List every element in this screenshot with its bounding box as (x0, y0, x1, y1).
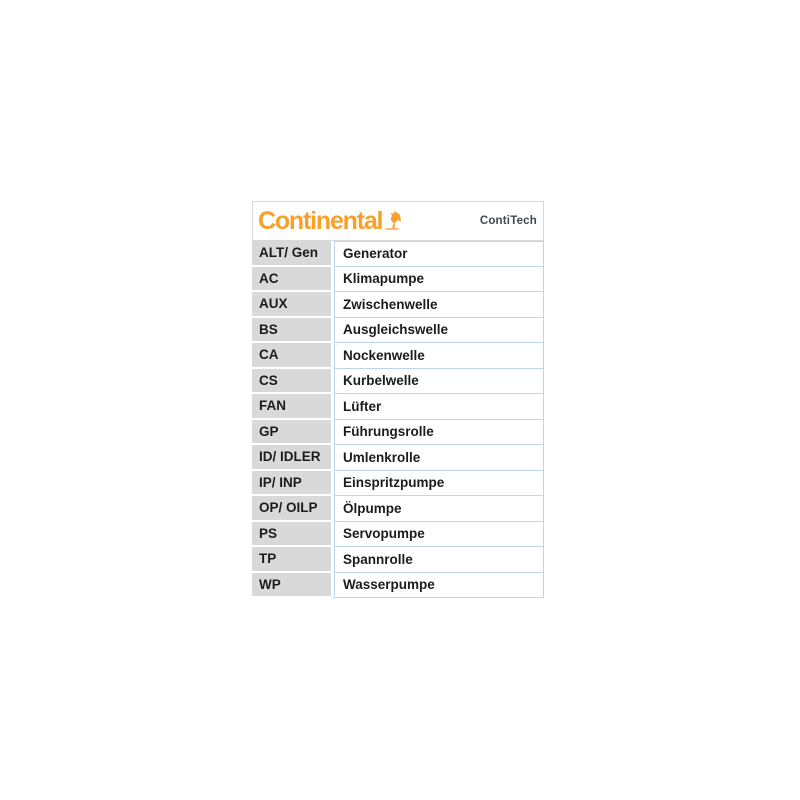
table-row (252, 394, 544, 420)
abbr-cell: ALT/ Gen (252, 241, 331, 265)
abbr-cell: AUX (252, 292, 331, 316)
abbr-cell: FAN (252, 394, 331, 418)
desc-cell: Generator (334, 241, 544, 267)
desc-cell: Lüfter (334, 394, 544, 420)
table-row (252, 496, 544, 522)
table-row (252, 369, 544, 395)
abbr-cell: CS (252, 369, 331, 393)
desc-cell: Klimapumpe (334, 267, 544, 293)
table-row (252, 292, 544, 318)
abbr-cell: PS (252, 522, 331, 546)
table-row (252, 241, 544, 267)
desc-cell: Kurbelwelle (334, 369, 544, 395)
table-row (252, 343, 544, 369)
table-row (252, 573, 544, 599)
abbr-cell: BS (252, 318, 331, 342)
desc-cell: Umlenkrolle (334, 445, 544, 471)
abbr-cell: WP (252, 573, 331, 597)
horse-icon (384, 208, 403, 236)
desc-cell: Wasserpumpe (334, 573, 544, 599)
abbr-cell: IP/ INP (252, 471, 331, 495)
table-row (252, 522, 544, 548)
abbr-cell: ID/ IDLER (252, 445, 331, 469)
desc-cell: Zwischenwelle (334, 292, 544, 318)
abbr-cell: CA (252, 343, 331, 367)
desc-cell: Ölpumpe (334, 496, 544, 522)
desc-cell: Servopumpe (334, 522, 544, 548)
desc-cell: Führungsrolle (334, 420, 544, 446)
abbr-cell: OP/ OILP (252, 496, 331, 520)
abbr-cell: AC (252, 267, 331, 291)
brand-header (252, 201, 544, 241)
table-row (252, 445, 544, 471)
desc-cell: Einspritzpumpe (334, 471, 544, 497)
table-row (252, 318, 544, 344)
abbr-cell: GP (252, 420, 331, 444)
table-row (252, 420, 544, 446)
desc-cell: Ausgleichswelle (334, 318, 544, 344)
desc-cell: Spannrolle (334, 547, 544, 573)
continental-wordmark: Continental (258, 206, 383, 235)
legend-table (252, 241, 544, 598)
table-row (252, 471, 544, 497)
legend-card (252, 201, 544, 598)
desc-cell: Nockenwelle (334, 343, 544, 369)
abbr-cell: TP (252, 547, 331, 571)
table-row (252, 547, 544, 573)
continental-logo (258, 206, 403, 236)
contitech-logo: ContiTech (479, 215, 537, 227)
table-row (252, 267, 544, 293)
